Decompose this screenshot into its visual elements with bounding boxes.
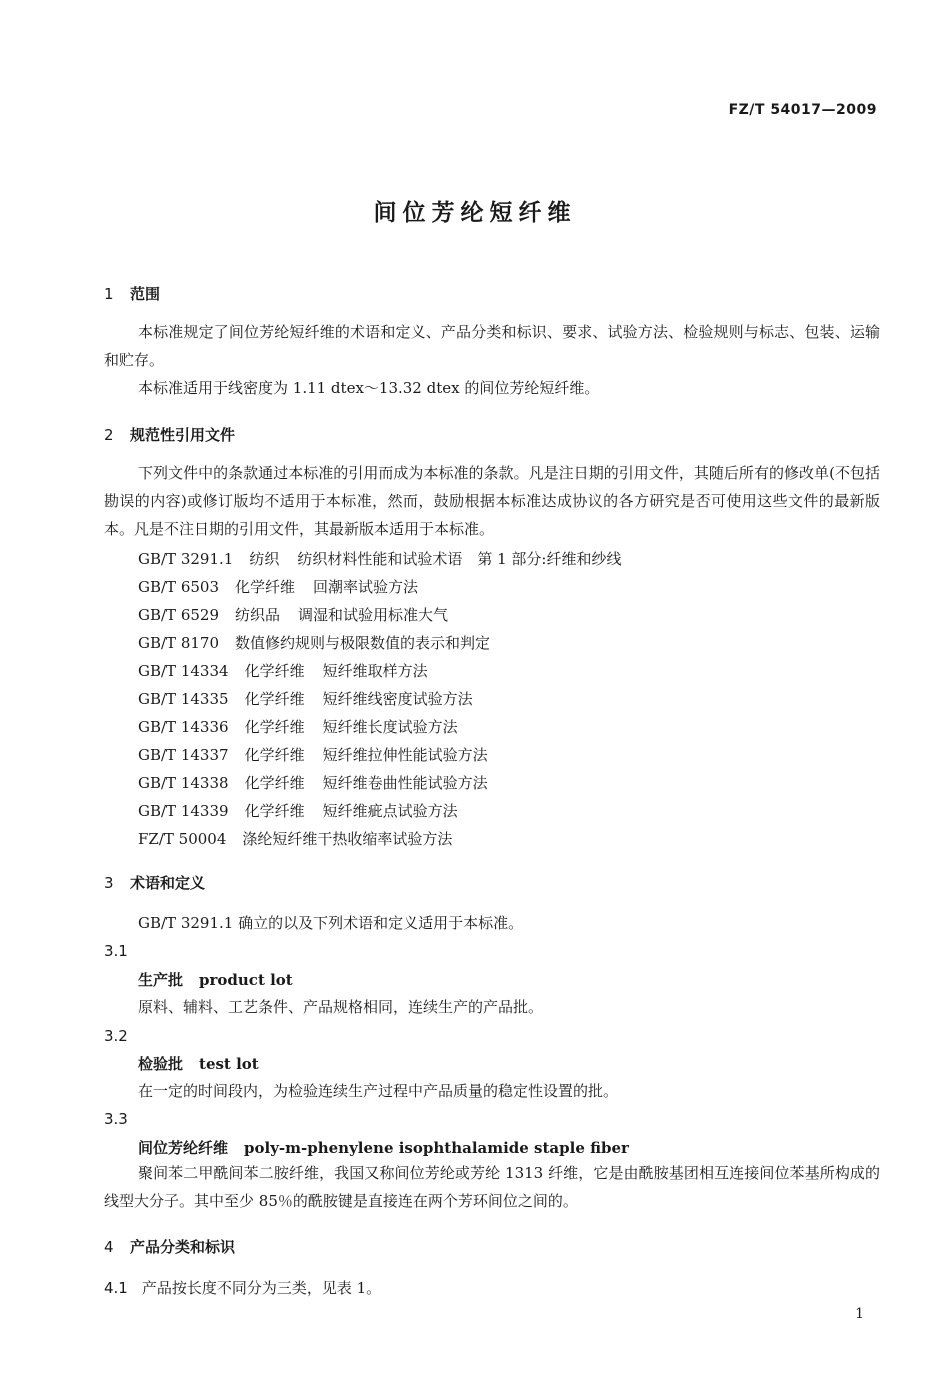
- reference-title: 短纤维卷曲性能试验方法: [322, 774, 488, 792]
- reference-title: 数值修约规则与极限数值的表示和判定: [235, 634, 491, 652]
- section-4-heading: [104, 1236, 235, 1257]
- section-title: 产品分类和标识: [130, 1238, 236, 1256]
- reference-title: 短纤维拉伸性能试验方法: [322, 746, 488, 764]
- reference-code: GB/T 3291.1: [138, 550, 234, 568]
- reference-title: 短纤维疵点试验方法: [322, 802, 458, 820]
- reference-category: 化学纤维: [244, 718, 305, 736]
- clause-4-1: [104, 1277, 381, 1298]
- term-chinese: 检验批: [138, 1055, 184, 1073]
- term-number: 3.1: [104, 942, 128, 960]
- term-definition: 聚间苯二甲酰间苯二胺纤维，我国又称间位芳纶或芳纶 1313 纤维，它是由酰胺基团相互连接间位苯基所构成的线型大分子。其中至少 85％的酰胺键是直接连在两个芳环间位之间的。: [104, 1164, 880, 1210]
- reference-item: [138, 800, 458, 821]
- term-heading: [138, 1137, 629, 1158]
- section-number: 2: [104, 426, 114, 444]
- reference-item: [138, 716, 458, 737]
- reference-item: [138, 632, 490, 653]
- section-2-heading: [104, 424, 235, 445]
- section-title: 规范性引用文件: [130, 426, 236, 444]
- term-heading: [138, 1053, 259, 1074]
- term-chinese: 生产批: [138, 971, 184, 989]
- reference-item: [138, 772, 488, 793]
- reference-category: 化学纤维: [244, 690, 305, 708]
- reference-code: GB/T 14338: [138, 774, 229, 792]
- term-number: 3.2: [104, 1027, 128, 1045]
- document-title: 间位芳纶短纤维: [373, 200, 577, 226]
- section-3-intro: GB/T 3291.1 确立的以及下列术语和定义适用于本标准。: [138, 914, 524, 932]
- reference-item: [138, 744, 488, 765]
- term-english: test lot: [199, 1055, 259, 1073]
- term-definition: 原料、辅料、工艺条件、产品规格相同，连续生产的产品批。: [138, 998, 544, 1016]
- reference-category: 纺织: [249, 550, 280, 568]
- section-1-heading: [104, 283, 160, 304]
- reference-item: [138, 828, 452, 849]
- section-1-paragraph-2: 本标准适用于线密度为 1.11 dtex～13.32 dtex 的间位芳纶短纤维。: [138, 379, 600, 397]
- reference-title: 调湿和试验用标准大气: [298, 606, 449, 624]
- reference-item: [138, 660, 428, 681]
- reference-code: GB/T 14336: [138, 718, 229, 736]
- term-chinese: 间位芳纶纤维: [138, 1139, 229, 1157]
- reference-title: 涤纶短纤维干热收缩率试验方法: [242, 830, 453, 848]
- reference-category: 化学纤维: [244, 802, 305, 820]
- reference-code: GB/T 14335: [138, 690, 229, 708]
- reference-code: GB/T 6503: [138, 578, 220, 596]
- reference-code: GB/T 14339: [138, 802, 229, 820]
- reference-code: GB/T 14334: [138, 662, 229, 680]
- term-english: poly-m-phenylene isophthalamide staple fiber: [244, 1139, 629, 1157]
- term-number: 3.3: [104, 1110, 128, 1128]
- section-number: 4: [104, 1238, 114, 1256]
- section-title: 术语和定义: [130, 874, 206, 892]
- reference-category: 化学纤维: [244, 746, 305, 764]
- reference-category: 纺织品: [235, 606, 281, 624]
- term-english: product lot: [199, 971, 293, 989]
- reference-category: 化学纤维: [244, 662, 305, 680]
- reference-item: [138, 576, 418, 597]
- clause-number: 4.1: [104, 1279, 128, 1297]
- reference-title: 回潮率试验方法: [313, 578, 419, 596]
- reference-item: [138, 604, 448, 625]
- section-1-paragraph-1: 本标准规定了间位芳纶短纤维的术语和定义、产品分类和标识、要求、试验方法、检验规则与标志、包装、运输和贮存。: [104, 323, 880, 369]
- reference-title: 短纤维取样方法: [322, 662, 428, 680]
- reference-code: GB/T 8170: [138, 634, 220, 652]
- section-title: 范围: [130, 285, 161, 303]
- reference-title: 短纤维线密度试验方法: [322, 690, 473, 708]
- reference-code: FZ/T 50004: [138, 830, 227, 848]
- reference-code: GB/T 14337: [138, 746, 229, 764]
- section-number: 1: [104, 285, 114, 303]
- term-definition: 在一定的时间段内，为检验连续生产过程中产品质量的稳定性设置的批。: [138, 1082, 619, 1100]
- standard-code: FZ/T 54017—2009: [728, 102, 877, 118]
- reference-item: [138, 548, 621, 569]
- section-2-intro: 下列文件中的条款通过本标准的引用而成为本标准的条款。凡是注日期的引用文件，其随后所有的修改单(不包括勘误的内容)或修订版均不适用于本标准，然而，鼓励根据本标准达成协议的各方研究是否可使用这些文件的最新版本。凡是不注日期的引用文件，其最新版本适用于本标准。: [104, 464, 880, 538]
- reference-title: 纺织材料性能和试验术语 第 1 部分:纤维和纱线: [297, 550, 622, 568]
- reference-code: GB/T 6529: [138, 606, 220, 624]
- section-3-heading: [104, 872, 205, 893]
- term-heading: [138, 969, 293, 990]
- clause-text: 产品按长度不同分为三类，见表 1。: [141, 1279, 382, 1297]
- reference-category: 化学纤维: [244, 774, 305, 792]
- reference-category: 化学纤维: [235, 578, 296, 596]
- page-number: 1: [855, 1306, 864, 1322]
- section-number: 3: [104, 874, 114, 892]
- reference-item: [138, 688, 473, 709]
- reference-title: 短纤维长度试验方法: [322, 718, 458, 736]
